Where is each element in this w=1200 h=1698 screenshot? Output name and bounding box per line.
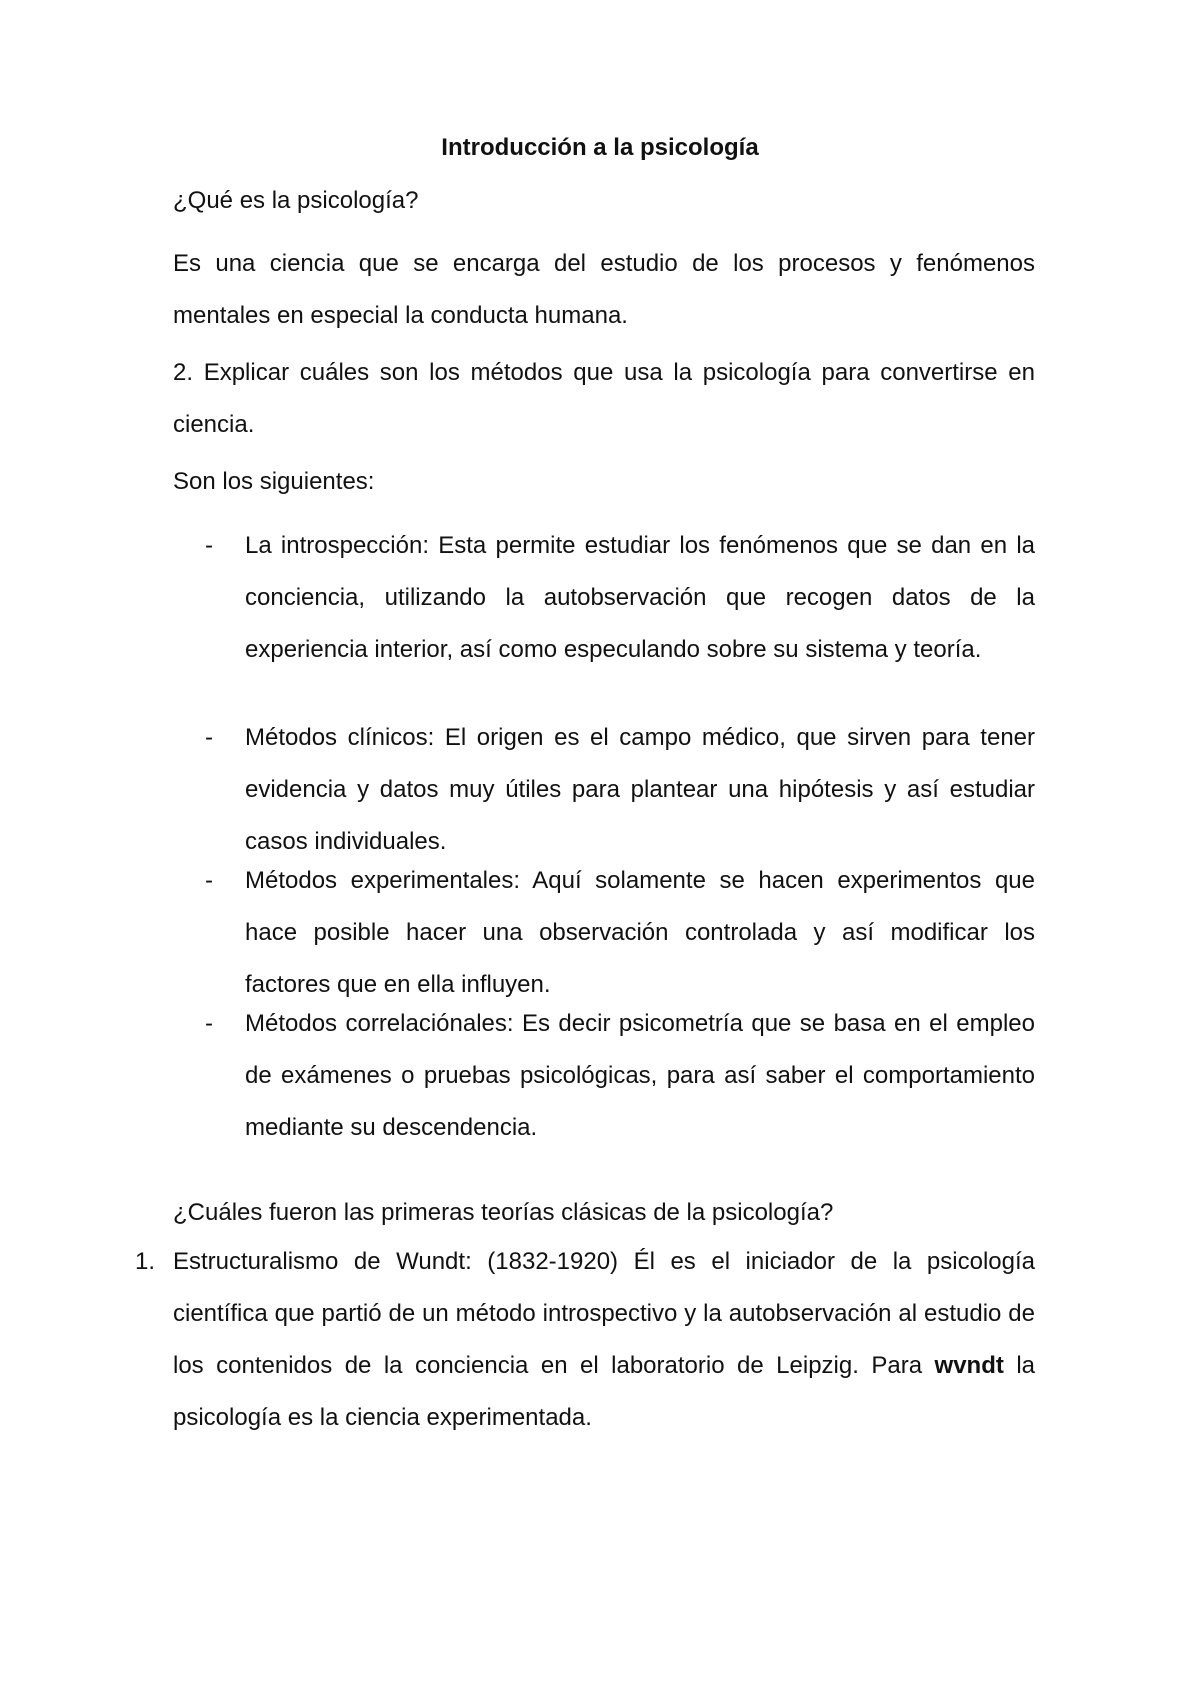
bullet-dash: -: [205, 532, 213, 559]
bullet-dash: -: [205, 724, 213, 751]
method-introspection: La introspección: Esta permite estudiar los fenómenos que se dan en la conciencia, utilizando la autobservación que recogen datos de la experiencia interior, así como especulando sobre su sistema y teoría.: [245, 532, 1035, 663]
question-what-is-psychology: ¿Qué es la psicología?: [173, 187, 419, 214]
question-classic-theories: ¿Cuáles fueron las primeras teorías clásicas de la psicología?: [173, 1199, 834, 1226]
page-title: Introducción a la psicología: [441, 134, 759, 161]
bullet-dash: -: [205, 867, 213, 894]
list-intro: Son los siguientes:: [173, 468, 375, 495]
answer-definition: Es una ciencia que se encarga del estudio de los procesos y fenómenos mentales en especial la conducta humana.: [173, 250, 1035, 329]
bullet-dash: -: [205, 1010, 213, 1037]
method-experimental: Métodos experimentales: Aquí solamente se hacen experimentos que hace posible hacer una observación controlada y así modificar los factores que en ella influyen.: [245, 867, 1035, 998]
theory-structuralism-text: Estructuralismo de Wundt: (1832-1920) Él es el iniciador de la psicología científica que partió de un método introspectivo y la autobservación al estudio de los contenidos de la conciencia en el laboratorio de Leipzig.: [173, 1248, 1035, 1379]
question-methods: 2. Explicar cuáles son los métodos que usa la psicología para convertirse en ciencia.: [173, 359, 1035, 438]
last-line-prefix: Para: [871, 1352, 923, 1379]
method-clinical: Métodos clínicos: El origen es el campo médico, que sirven para tener evidencia y datos muy útiles para plantear una hipótesis y así estudiar casos individuales.: [245, 724, 1035, 855]
bold-name: wvndt: [934, 1352, 1004, 1379]
theory-structuralism: [173, 1236, 1035, 1444]
list-number: 1.: [135, 1248, 156, 1275]
method-correlational: Métodos correlaciónales: Es decir psicometría que se basa en el empleo de exámenes o pruebas psicológicas, para así saber el comportamiento mediante su descendencia.: [245, 1010, 1035, 1141]
last-line-suffix: la psicología es la ciencia experimentada.: [173, 1352, 1036, 1431]
